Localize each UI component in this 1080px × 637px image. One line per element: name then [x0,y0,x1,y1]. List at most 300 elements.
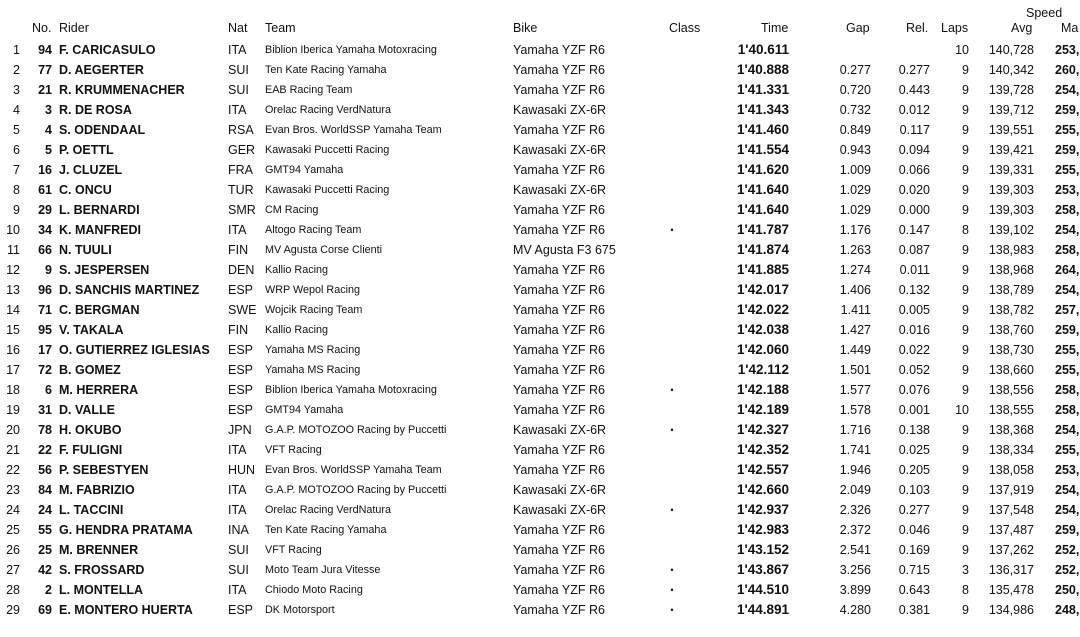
bike-name: Kawasaki ZX-6R [513,183,607,197]
laps-cell: 9 [962,523,969,537]
relative-gap-cell: 0.169 [898,543,930,557]
bike-name: Kawasaki ZX-6R [513,483,607,497]
bike-name: MV Agusta F3 675 [513,243,616,257]
rider-name: C. BERGMAN [59,303,140,317]
laps-cell: 9 [962,603,969,617]
bike-name: Kawasaki ZX-6R [513,503,607,517]
class-marker [667,160,677,180]
lap-time: 1'41.331 [736,82,789,97]
relative-gap-cell: 0.046 [898,523,930,537]
position-cell: 12 [6,263,20,277]
position-cell: 20 [6,423,20,437]
avg-speed-cell: 139,712 [988,103,1034,117]
rider-name: E. MONTERO HUERTA [59,603,193,617]
table-row [0,380,1080,400]
class-marker [667,260,677,280]
class-marker [667,200,677,220]
number-cell: 69 [38,603,52,617]
avg-speed-cell: 139,728 [988,83,1034,97]
nationality-cell: SUI [228,63,249,77]
bike-name: Yamaha YZF R6 [513,363,605,377]
rider-name: M. BRENNER [59,543,139,557]
avg-speed-cell: 140,342 [988,63,1034,77]
nationality-cell: FRA [228,163,253,177]
class-marker [667,460,677,480]
position-cell: 4 [13,103,20,117]
relative-gap-cell: 0.005 [898,303,930,317]
gap-cell: 3.256 [839,563,871,577]
max-speed-cell: 255, [1055,443,1080,457]
gap-cell: 1.009 [839,163,871,177]
avg-speed-cell: 138,368 [988,423,1034,437]
rider-name: S. JESPERSEN [59,263,150,277]
max-speed-cell: 250, [1055,583,1080,597]
gap-cell: 2.326 [839,503,871,517]
lap-time: 1'43.867 [736,562,789,577]
relative-gap-cell: 0.020 [898,183,930,197]
relative-gap-cell: 0.087 [898,243,930,257]
nationality-cell: ITA [228,223,247,237]
position-cell: 29 [6,603,20,617]
laps-cell: 9 [962,483,969,497]
position-cell: 14 [6,303,20,317]
team-name: MV Agusta Corse Clienti [265,244,383,256]
avg-speed-cell: 137,548 [988,503,1034,517]
class-marker [667,80,677,100]
laps-cell: 9 [962,103,969,117]
position-cell: 19 [6,403,20,417]
header-speed: Speed [1026,6,1063,20]
number-cell: 42 [38,563,52,577]
laps-cell: 9 [962,183,969,197]
nationality-cell: FIN [228,323,249,337]
number-cell: 34 [38,223,52,237]
team-name: Ten Kate Racing Yamaha [265,524,387,536]
team-name: Kallio Racing [265,324,329,336]
class-marker [667,300,677,320]
header-time: Time [761,21,789,35]
bike-name: Yamaha YZF R6 [513,563,605,577]
nationality-cell: GER [228,143,256,157]
bike-name: Yamaha YZF R6 [513,403,605,417]
gap-cell: 4.280 [839,603,871,617]
number-cell: 5 [45,143,52,157]
max-speed-cell: 254, [1055,423,1080,437]
team-name: Yamaha MS Racing [265,344,361,356]
nationality-cell: HUN [228,463,256,477]
nationality-cell: TUR [228,183,254,197]
table-row [0,260,1080,280]
table-row [0,220,1080,240]
header-gap: Gap [846,21,870,35]
avg-speed-cell: 138,760 [988,323,1034,337]
max-speed-cell: 259, [1055,323,1080,337]
max-speed-cell: 255, [1055,363,1080,377]
gap-cell: 0.277 [839,63,871,77]
rider-name: N. TUULI [59,243,112,257]
laps-cell: 9 [962,543,969,557]
gap-cell: 2.049 [839,483,871,497]
position-cell: 27 [6,563,20,577]
laps-cell: 9 [962,343,969,357]
bike-name: Yamaha YZF R6 [513,463,605,477]
nationality-cell: SMR [228,203,256,217]
bike-name: Yamaha YZF R6 [513,203,605,217]
table-row [0,480,1080,500]
max-speed-cell: 260, [1055,63,1080,77]
header-avg: Avg [1011,21,1033,35]
gap-cell: 3.899 [839,583,871,597]
position-cell: 3 [13,83,20,97]
gap-cell: 0.720 [839,83,871,97]
table-row [0,500,1080,520]
relative-gap-cell: 0.066 [898,163,930,177]
laps-cell: 9 [962,463,969,477]
position-cell: 11 [7,243,20,257]
number-cell: 9 [45,263,52,277]
laps-cell: 8 [962,223,969,237]
lap-time: 1'42.022 [736,302,789,317]
number-cell: 25 [38,543,52,557]
position-cell: 25 [6,523,20,537]
table-row [0,420,1080,440]
relative-gap-cell: 0.277 [898,503,930,517]
position-cell: 26 [6,543,20,557]
lap-time: 1'42.017 [736,282,789,297]
class-marker: • [670,225,674,235]
class-marker: • [670,425,674,435]
laps-cell: 9 [962,263,969,277]
number-cell: 2 [45,583,52,597]
max-speed-cell: 248, [1055,603,1080,617]
avg-speed-cell: 136,317 [988,563,1034,577]
max-speed-cell: 259, [1055,523,1080,537]
class-marker [667,340,677,360]
nationality-cell: ITA [228,443,247,457]
table-row [0,180,1080,200]
gap-cell: 2.372 [839,523,871,537]
number-cell: 16 [38,163,52,177]
header-max: Ma [1061,21,1079,35]
class-marker [667,400,677,420]
laps-cell: 9 [962,283,969,297]
relative-gap-cell: 0.025 [898,443,930,457]
max-speed-cell: 258, [1055,403,1080,417]
header-laps: Laps [941,21,969,35]
header-team: Team [265,21,296,35]
number-cell: 95 [38,323,52,337]
class-marker [667,180,677,200]
table-row [0,600,1080,620]
position-cell: 23 [6,483,20,497]
rider-name: H. OKUBO [59,423,122,437]
number-cell: 24 [38,503,52,517]
laps-cell: 9 [962,63,969,77]
rider-name: L. BERNARDI [59,203,140,217]
max-speed-cell: 252, [1055,543,1080,557]
laps-cell: 9 [962,143,969,157]
laps-cell: 9 [962,323,969,337]
header-nat: Nat [228,21,248,35]
lap-time: 1'40.611 [737,42,789,57]
position-cell: 15 [6,323,20,337]
position-cell: 5 [13,123,20,137]
class-marker [667,520,677,540]
nationality-cell: DEN [228,263,255,277]
laps-cell: 8 [962,583,969,597]
table-row [0,440,1080,460]
laps-cell: 9 [962,303,969,317]
nationality-cell: FIN [228,243,249,257]
gap-cell: 0.943 [839,143,871,157]
max-speed-cell: 259, [1055,143,1080,157]
class-marker: • [670,385,674,395]
nationality-cell: SWE [228,303,257,317]
class-marker [667,320,677,340]
position-cell: 6 [13,143,20,157]
position-cell: 21 [6,443,20,457]
table-row [0,240,1080,260]
max-speed-cell: 254, [1055,503,1080,517]
max-speed-cell: 252, [1055,563,1080,577]
lap-time: 1'41.343 [736,102,789,117]
team-name: Altogo Racing Team [265,224,362,236]
relative-gap-cell: 0.012 [898,103,930,117]
avg-speed-cell: 139,421 [988,143,1034,157]
class-marker [667,540,677,560]
bike-name: Yamaha YZF R6 [513,63,605,77]
table-row [0,340,1080,360]
avg-speed-cell: 137,487 [988,523,1034,537]
position-cell: 24 [6,503,20,517]
laps-cell: 3 [962,563,969,577]
team-name: VFT Racing [265,444,322,456]
gap-cell: 1.176 [839,223,871,237]
relative-gap-cell: 0.138 [898,423,930,437]
relative-gap-cell: 0.000 [898,203,930,217]
max-speed-cell: 258, [1055,383,1080,397]
gap-cell: 1.716 [839,423,871,437]
class-marker [667,360,677,380]
class-marker [667,100,677,120]
number-cell: 66 [38,243,52,257]
max-speed-cell: 254, [1055,223,1080,237]
gap-cell: 1.577 [839,383,871,397]
nationality-cell: RSA [228,123,254,137]
lap-time: 1'41.554 [736,142,789,157]
rider-name: D. AEGERTER [59,63,144,77]
team-name: Orelac Racing VerdNatura [265,104,392,116]
number-cell: 72 [38,363,52,377]
rider-name: C. ONCU [59,183,112,197]
bike-name: Yamaha YZF R6 [513,443,605,457]
table-row [0,160,1080,180]
relative-gap-cell: 0.205 [898,463,930,477]
avg-speed-cell: 138,660 [988,363,1034,377]
team-name: Evan Bros. WorldSSP Yamaha Team [265,124,442,136]
rider-name: D. VALLE [59,403,116,417]
relative-gap-cell: 0.117 [899,123,930,137]
bike-name: Yamaha YZF R6 [513,543,605,557]
lap-time: 1'41.874 [736,242,789,257]
position-cell: 10 [6,223,20,237]
bike-name: Yamaha YZF R6 [513,283,605,297]
number-cell: 56 [38,463,52,477]
nationality-cell: ESP [228,343,254,357]
lap-time: 1'42.983 [736,522,789,537]
bike-name: Yamaha YZF R6 [513,83,605,97]
bike-name: Yamaha YZF R6 [513,343,605,357]
relative-gap-cell: 0.443 [898,83,930,97]
max-speed-cell: 264, [1055,263,1080,277]
number-cell: 94 [38,43,52,57]
class-marker [667,480,677,500]
max-speed-cell: 255, [1055,163,1080,177]
avg-speed-cell: 137,919 [988,483,1034,497]
header-class: Class [669,21,701,35]
relative-gap-cell: 0.277 [898,63,930,77]
class-marker: • [670,605,674,615]
relative-gap-cell: 0.011 [899,263,930,277]
max-speed-cell: 254, [1055,83,1080,97]
nationality-cell: JPN [228,423,252,437]
table-row [0,140,1080,160]
lap-time: 1'41.620 [736,162,789,177]
rider-name: F. CARICASULO [59,43,156,57]
bike-name: Kawasaki ZX-6R [513,143,607,157]
table-row [0,360,1080,380]
avg-speed-cell: 138,334 [988,443,1034,457]
number-cell: 78 [38,423,52,437]
rider-name: R. KRUMMENACHER [59,83,185,97]
position-cell: 28 [6,583,20,597]
bike-name: Yamaha YZF R6 [513,383,605,397]
position-cell: 2 [13,63,20,77]
lap-time: 1'42.060 [736,342,789,357]
avg-speed-cell: 140,728 [988,43,1034,57]
number-cell: 71 [38,303,52,317]
relative-gap-cell: 0.052 [898,363,930,377]
nationality-cell: ITA [228,503,247,517]
lap-time: 1'41.640 [736,202,789,217]
table-row [0,320,1080,340]
avg-speed-cell: 138,555 [988,403,1034,417]
laps-cell: 10 [955,43,969,57]
table-row [0,540,1080,560]
rider-name: S. ODENDAAL [59,123,146,137]
team-name: WRP Wepol Racing [265,284,361,296]
avg-speed-cell: 139,102 [988,223,1034,237]
avg-speed-cell: 135,478 [988,583,1034,597]
lap-time: 1'40.888 [736,62,789,77]
team-name: Moto Team Jura Vitesse [265,564,381,576]
position-cell: 7 [13,163,20,177]
class-marker: • [670,565,674,575]
laps-cell: 9 [962,123,969,137]
team-name: G.A.P. MOTOZOO Racing by Puccetti [265,484,447,496]
rider-name: M. FABRIZIO [59,483,135,497]
number-cell: 84 [38,483,52,497]
max-speed-cell: 255, [1055,123,1080,137]
max-speed-cell: 253, [1055,43,1080,57]
rider-name: P. OETTL [59,143,114,157]
table-row [0,400,1080,420]
max-speed-cell: 254, [1055,483,1080,497]
rider-name: G. HENDRA PRATAMA [59,523,193,537]
table-row [0,100,1080,120]
bike-name: Yamaha YZF R6 [513,163,605,177]
relative-gap-cell: 0.076 [898,383,930,397]
position-cell: 8 [13,183,20,197]
class-marker [667,440,677,460]
nationality-cell: SUI [228,563,249,577]
avg-speed-cell: 138,730 [988,343,1034,357]
team-name: GMT94 Yamaha [265,404,344,416]
table-row [0,40,1080,60]
team-name: VFT Racing [265,544,322,556]
team-name: Evan Bros. WorldSSP Yamaha Team [265,464,442,476]
gap-cell: 1.411 [840,303,871,317]
header-rider: Rider [59,21,89,35]
avg-speed-cell: 139,303 [988,183,1034,197]
number-cell: 21 [38,83,52,97]
relative-gap-cell: 0.147 [898,223,930,237]
nationality-cell: ESP [228,603,254,617]
number-cell: 61 [38,183,52,197]
bike-name: Yamaha YZF R6 [513,223,605,237]
team-name: DK Motorsport [265,604,335,616]
relative-gap-cell: 0.016 [898,323,930,337]
class-marker [667,140,677,160]
team-name: Biblion Iberica Yamaha Motoxracing [265,384,437,396]
laps-cell: 9 [962,83,969,97]
laps-cell: 9 [962,383,969,397]
avg-speed-cell: 137,262 [988,543,1034,557]
relative-gap-cell: 0.715 [898,563,930,577]
table-row [0,460,1080,480]
rider-name: M. HERRERA [59,383,139,397]
lap-time: 1'41.460 [736,122,789,137]
position-cell: 22 [6,463,20,477]
max-speed-cell: 258, [1055,243,1080,257]
lap-time: 1'41.885 [736,262,789,277]
gap-cell: 1.406 [839,283,871,297]
bike-name: Yamaha YZF R6 [513,523,605,537]
table-row [0,60,1080,80]
lap-time: 1'41.787 [736,222,789,237]
class-marker [667,280,677,300]
avg-speed-cell: 139,303 [988,203,1034,217]
class-marker [667,40,677,60]
avg-speed-cell: 138,968 [988,263,1034,277]
max-speed-cell: 254, [1055,283,1080,297]
number-cell: 6 [45,383,52,397]
bike-name: Yamaha YZF R6 [513,323,605,337]
position-cell: 16 [6,343,20,357]
nationality-cell: SUI [228,83,249,97]
laps-cell: 9 [962,363,969,377]
relative-gap-cell: 0.381 [898,603,930,617]
gap-cell: 1.427 [839,323,871,337]
number-cell: 96 [38,283,52,297]
rider-name: D. SANCHIS MARTINEZ [59,283,200,297]
relative-gap-cell: 0.643 [898,583,930,597]
team-name: GMT94 Yamaha [265,164,344,176]
rider-name: S. FROSSARD [59,563,145,577]
relative-gap-cell: 0.132 [898,283,930,297]
team-name: Wojcik Racing Team [265,304,363,316]
bike-name: Kawasaki ZX-6R [513,423,607,437]
